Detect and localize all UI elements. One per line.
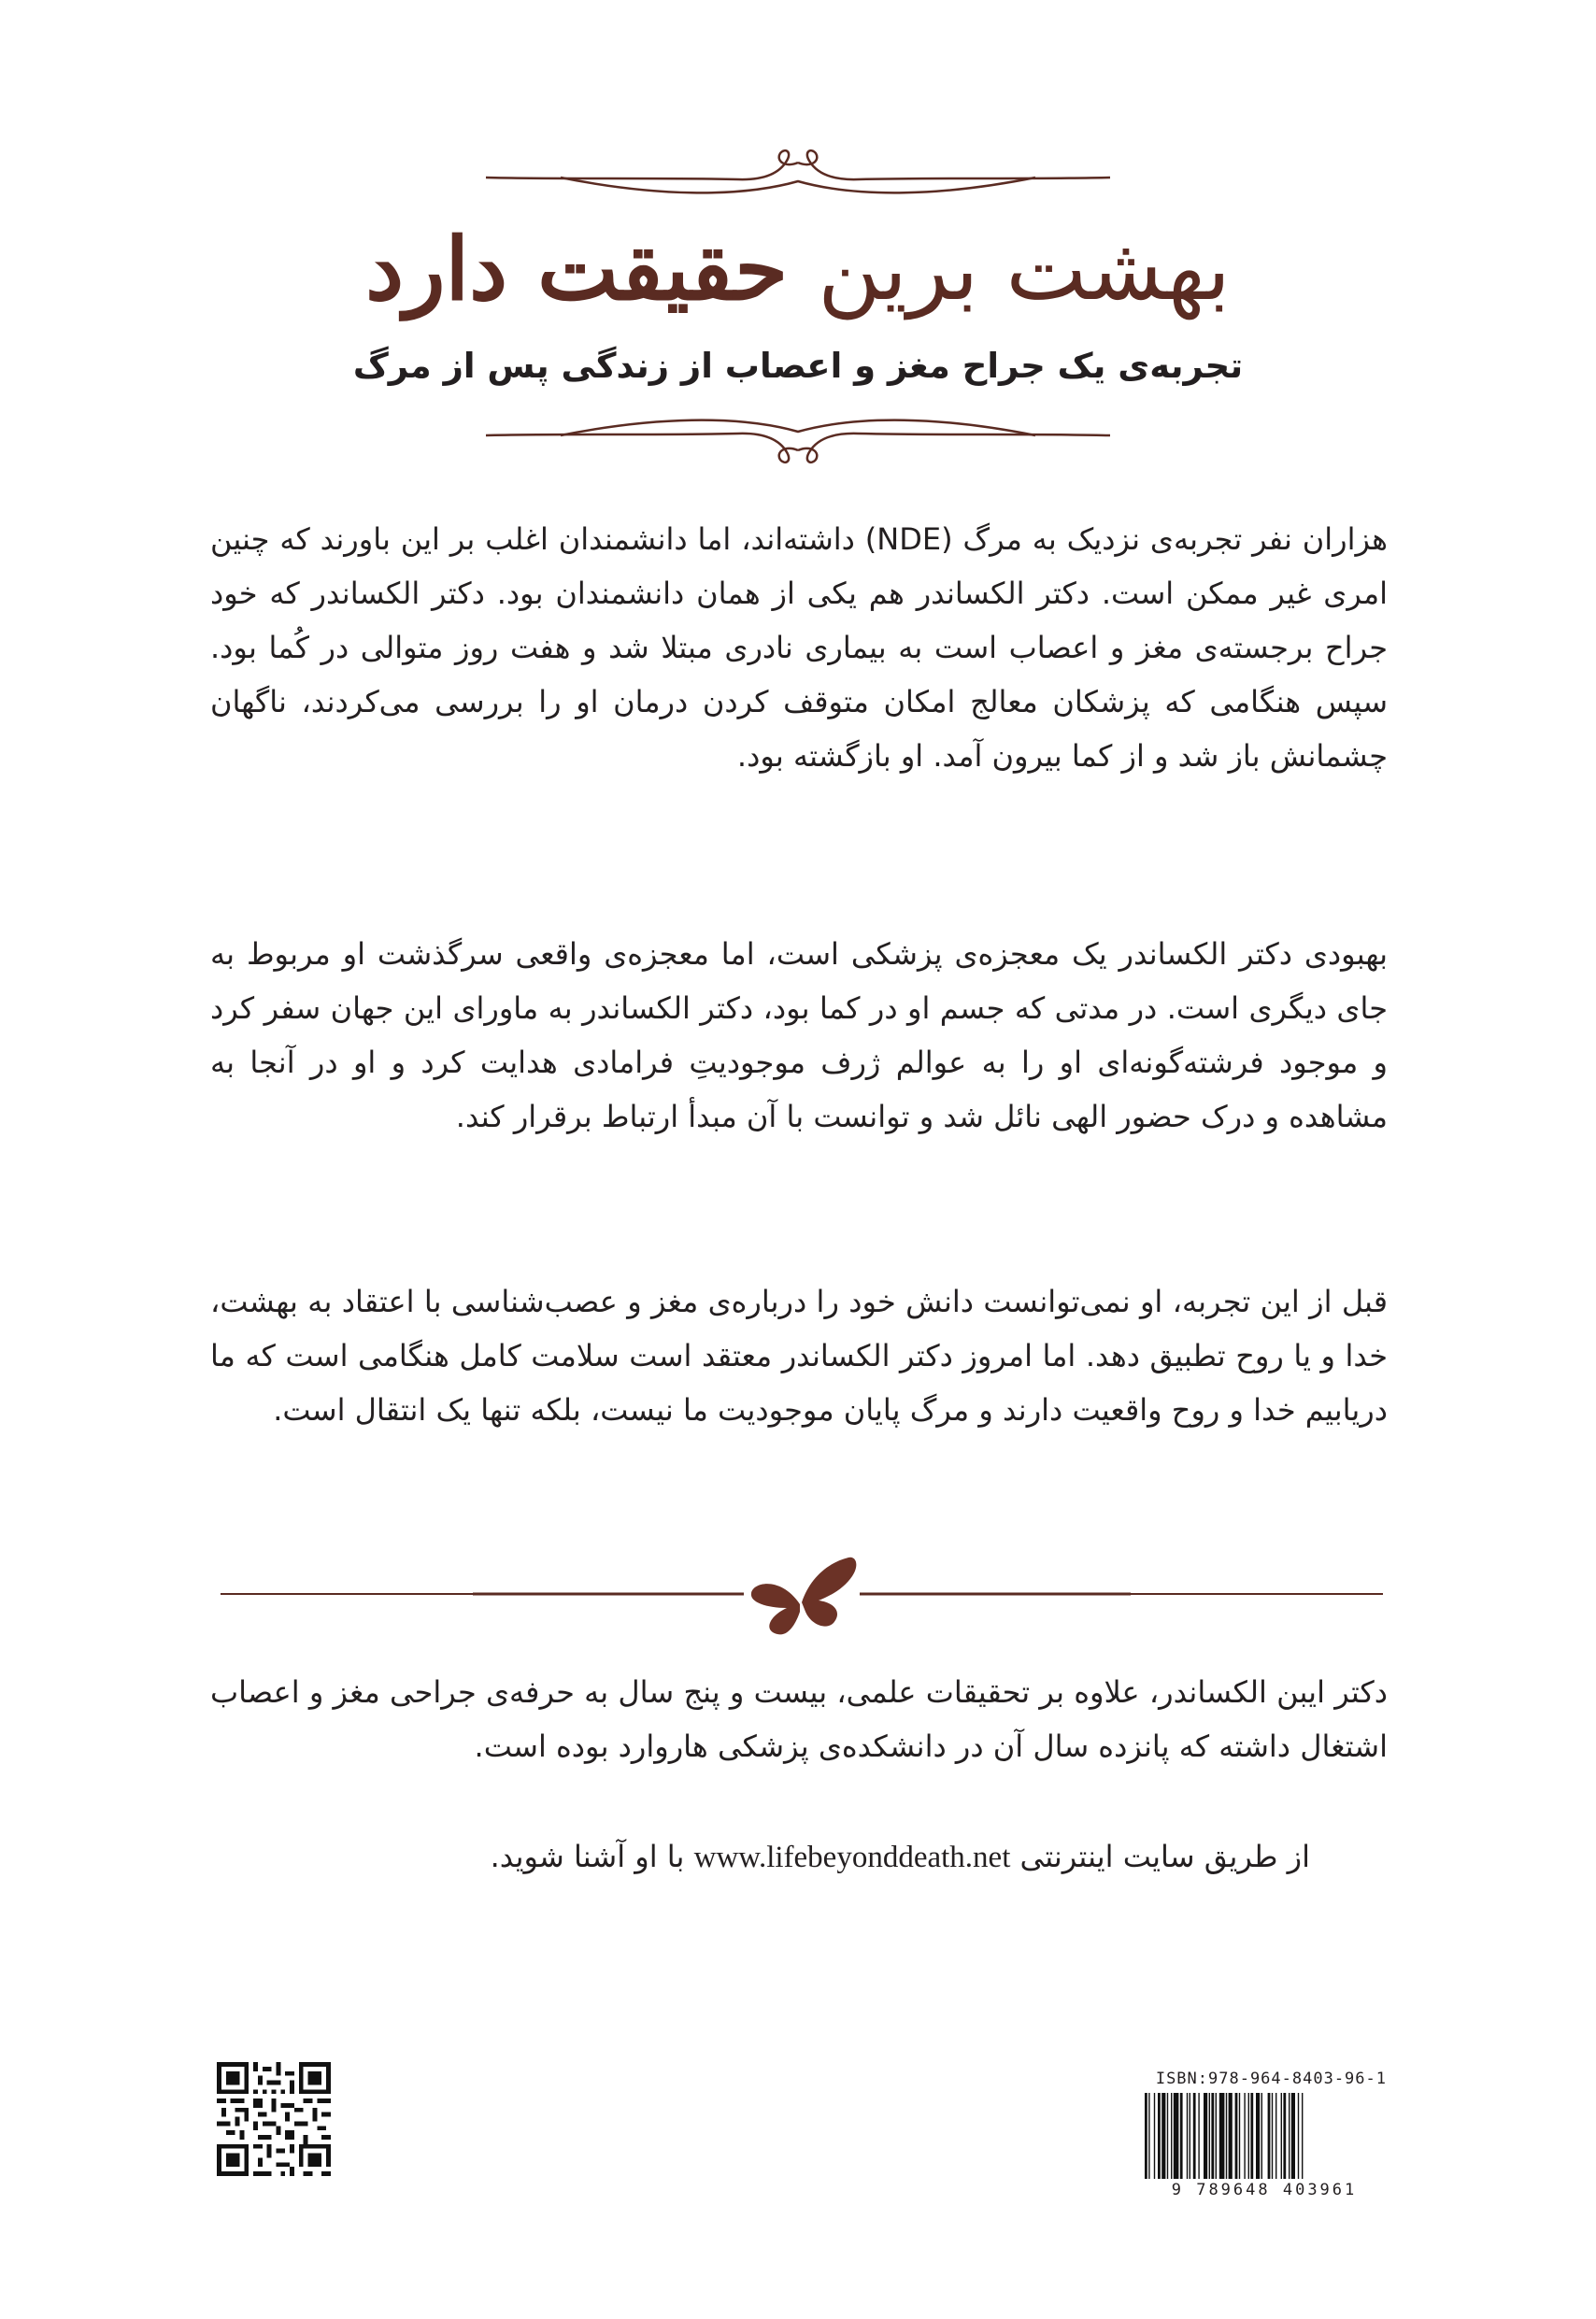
- paragraph-1: هزاران نفر تجربه‌ی نزدیک به مرگ (NDE) داشته‌اند، اما دانشمندان اغلب بر این باورند که چنین امری غیر ممکن است. دکتر الکساندر هم یکی از همان دانشمندان بود. دکتر الکساندر که خود جراح برجسته‌ی مغز و اعصاب است به بیماری نادری مبتلا شد و هفت روز متوالی در کُما بود. سپس هنگامی که پزشکان معالج امکان متوقف کردن درمان او را بررسی می‌کردند، ناگهان چشمانش باز شد و از کما بیرون آمد. او بازگشته بود.: [210, 521, 1389, 774]
- website-line: [210, 1829, 1310, 1885]
- paragraph-2: بهبودی دکتر الکساندر یک معجزه‌ی پزشکی است، اما معجزه‌ی واقعی سرگذشت او مربوط به جای دیگری است. در مدتی که جسم او در کما بود، دکتر الکساندر به ماورای این جهان سفر کرد و موجود فرشته‌گونه‌ای او را به عوالم ژرف موجودیتِ فرامادی هدایت کرد و او در آنجا به مشاهده و درک حضور الهی نائل شد و توانست با آن مبدأ ارتباط برقرار کند.: [210, 936, 1388, 1134]
- bottom-flourish: [0, 409, 1596, 475]
- barcode-icon: [1143, 2093, 1386, 2179]
- book-title: [0, 213, 1596, 326]
- author-bio: دکتر ایبن الکساندر، علاوه بر تحقیقات علمی، بیست و پنج سال به حرفه‌ی جراحی مغز و اعصاب اشتغال داشته که پانزده سال آن در دانشکده‌ی پزشکی هاروارد بوده است.: [210, 1674, 1388, 1764]
- top-flourish: [0, 140, 1596, 206]
- qr-code-icon: [217, 2062, 331, 2176]
- website-text-after: با او آشنا شوید.: [490, 1839, 685, 1874]
- book-subtitle: تجربه‌ی یک جراح مغز و اعصاب از زندگی پس از مرگ: [352, 346, 1244, 386]
- title-part-1: بهشت برین: [818, 220, 1231, 320]
- title-part-2: حقیقت دارد: [365, 219, 789, 320]
- butterfly-divider: [221, 1556, 1383, 1640]
- paragraph-3: قبل از این تجربه، او نمی‌توانست دانش خود را درباره‌ی مغز و عصب‌شناسی با اعتقاد به بهشت، خدا و یا روح تطبیق دهد. اما امروز دکتر الکساندر معتقد است سلامت کامل هنگامی است که ما دریابیم خدا و روح واقعیت دارند و مرگ پایان موجودیت ما نیست، بلکه تنها یک انتقال است.: [210, 1284, 1388, 1428]
- butterfly-icon: [751, 1558, 857, 1635]
- website-url[interactable]: www.lifebeyonddeath.net: [693, 1841, 1011, 1874]
- barcode-digits: 9 789648 403961: [1171, 2181, 1358, 2199]
- isbn-label: ISBN:978-964-8403-96-1: [1155, 2070, 1387, 2088]
- website-text-before: از طریق سایت اینترنتی: [1019, 1839, 1310, 1874]
